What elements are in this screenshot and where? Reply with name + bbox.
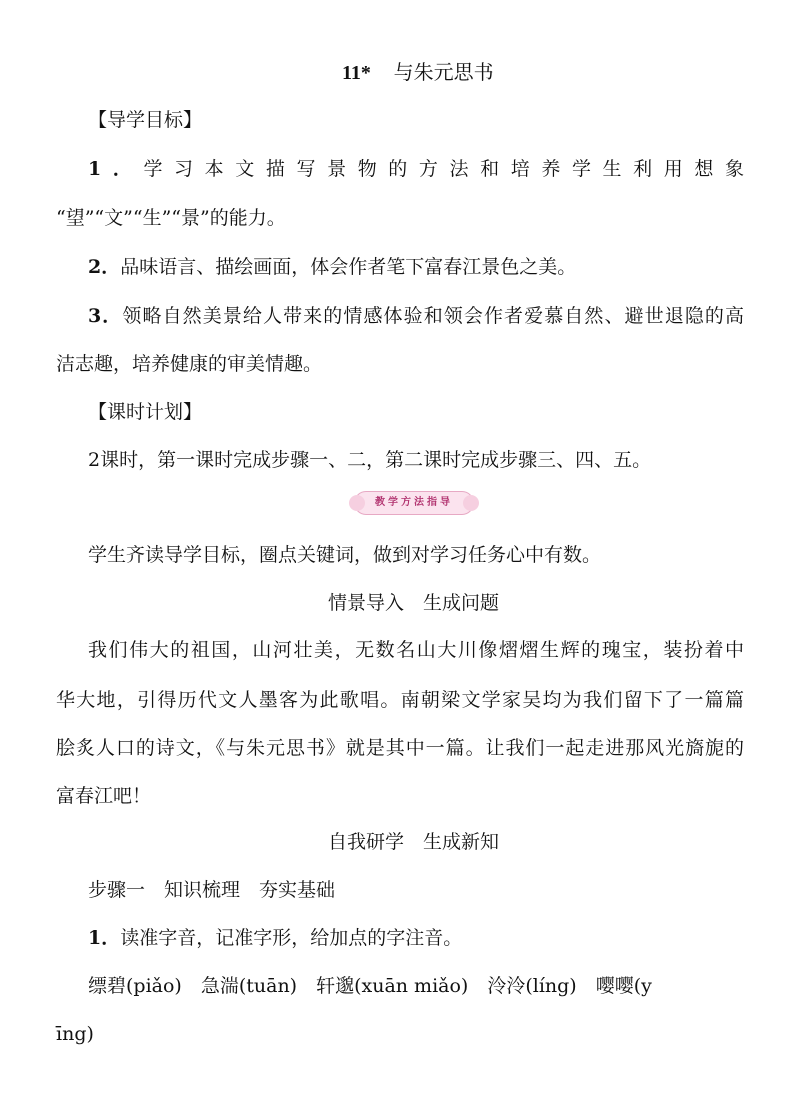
pinyin-line-2: īng) <box>56 1023 94 1045</box>
document-title <box>342 58 494 87</box>
section-heading-self-study: 自我研学 生成新知 <box>328 831 500 853</box>
task-1-number: 1． <box>88 927 121 949</box>
method-text: 学生齐读导学目标，圈点关键词，做到对学习任务心中有数。 <box>88 544 602 566</box>
task-1: 1．读准字音，记准字形，给加点的字注音。 <box>88 927 463 949</box>
goal-3-line-2: 洁志趣，培养健康的审美情趣。 <box>56 353 323 375</box>
goal-2: 2．品味语言、描绘画面，体会作者笔下富春江景色之美。 <box>88 256 577 278</box>
goal-3-line-1: 3．领略自然美景给人带来的情感体验和领会作者爱慕自然、避世退隐的高 <box>88 305 744 327</box>
goal-1-number: 1． <box>88 158 144 180</box>
intro-line-4: 富春江吧！ <box>56 785 152 807</box>
intro-line-2: 华大地，引得历代文人墨客为此歌唱。南朝梁文学家吴均为我们留下了一篇篇 <box>56 689 744 711</box>
step-1-heading: 步骤一 知识梳理 夯实基础 <box>88 879 336 901</box>
intro-line-1: 我们伟大的祖国，山河壮美，无数名山大川像熠熠生辉的瑰宝，装扮着中 <box>88 639 744 661</box>
goals-header: 【导学目标】 <box>88 109 203 131</box>
plan-text: 2课时，第一课时完成步骤一、二，第二课时完成步骤三、四、五。 <box>88 449 652 471</box>
goal-2-number: 2． <box>88 256 121 278</box>
goal-1-line-1: 1．学习本文描写景物的方法和培养学生利用想象 <box>88 158 744 180</box>
goal-3-number: 3． <box>88 305 123 327</box>
teaching-method-badge: 教学方法指导 <box>354 491 474 515</box>
goal-1-line-2: “望”“文”“生”“景”的能力。 <box>56 207 286 229</box>
pinyin-line-1: 缥碧(piǎo) 急湍(tuān) 轩邈(xuān miǎo) 泠泠(líng) 嘤嘤(y <box>88 975 652 997</box>
lesson-number: 11* <box>342 62 371 84</box>
plan-header: 【课时计划】 <box>88 401 203 423</box>
section-heading-intro: 情景导入 生成问题 <box>328 592 500 614</box>
intro-line-3: 脍炙人口的诗文，《与朱元思书》就是其中一篇。让我们一起走进那风光旖旎的 <box>56 737 744 759</box>
lesson-title: 与朱元思书 <box>393 60 494 84</box>
